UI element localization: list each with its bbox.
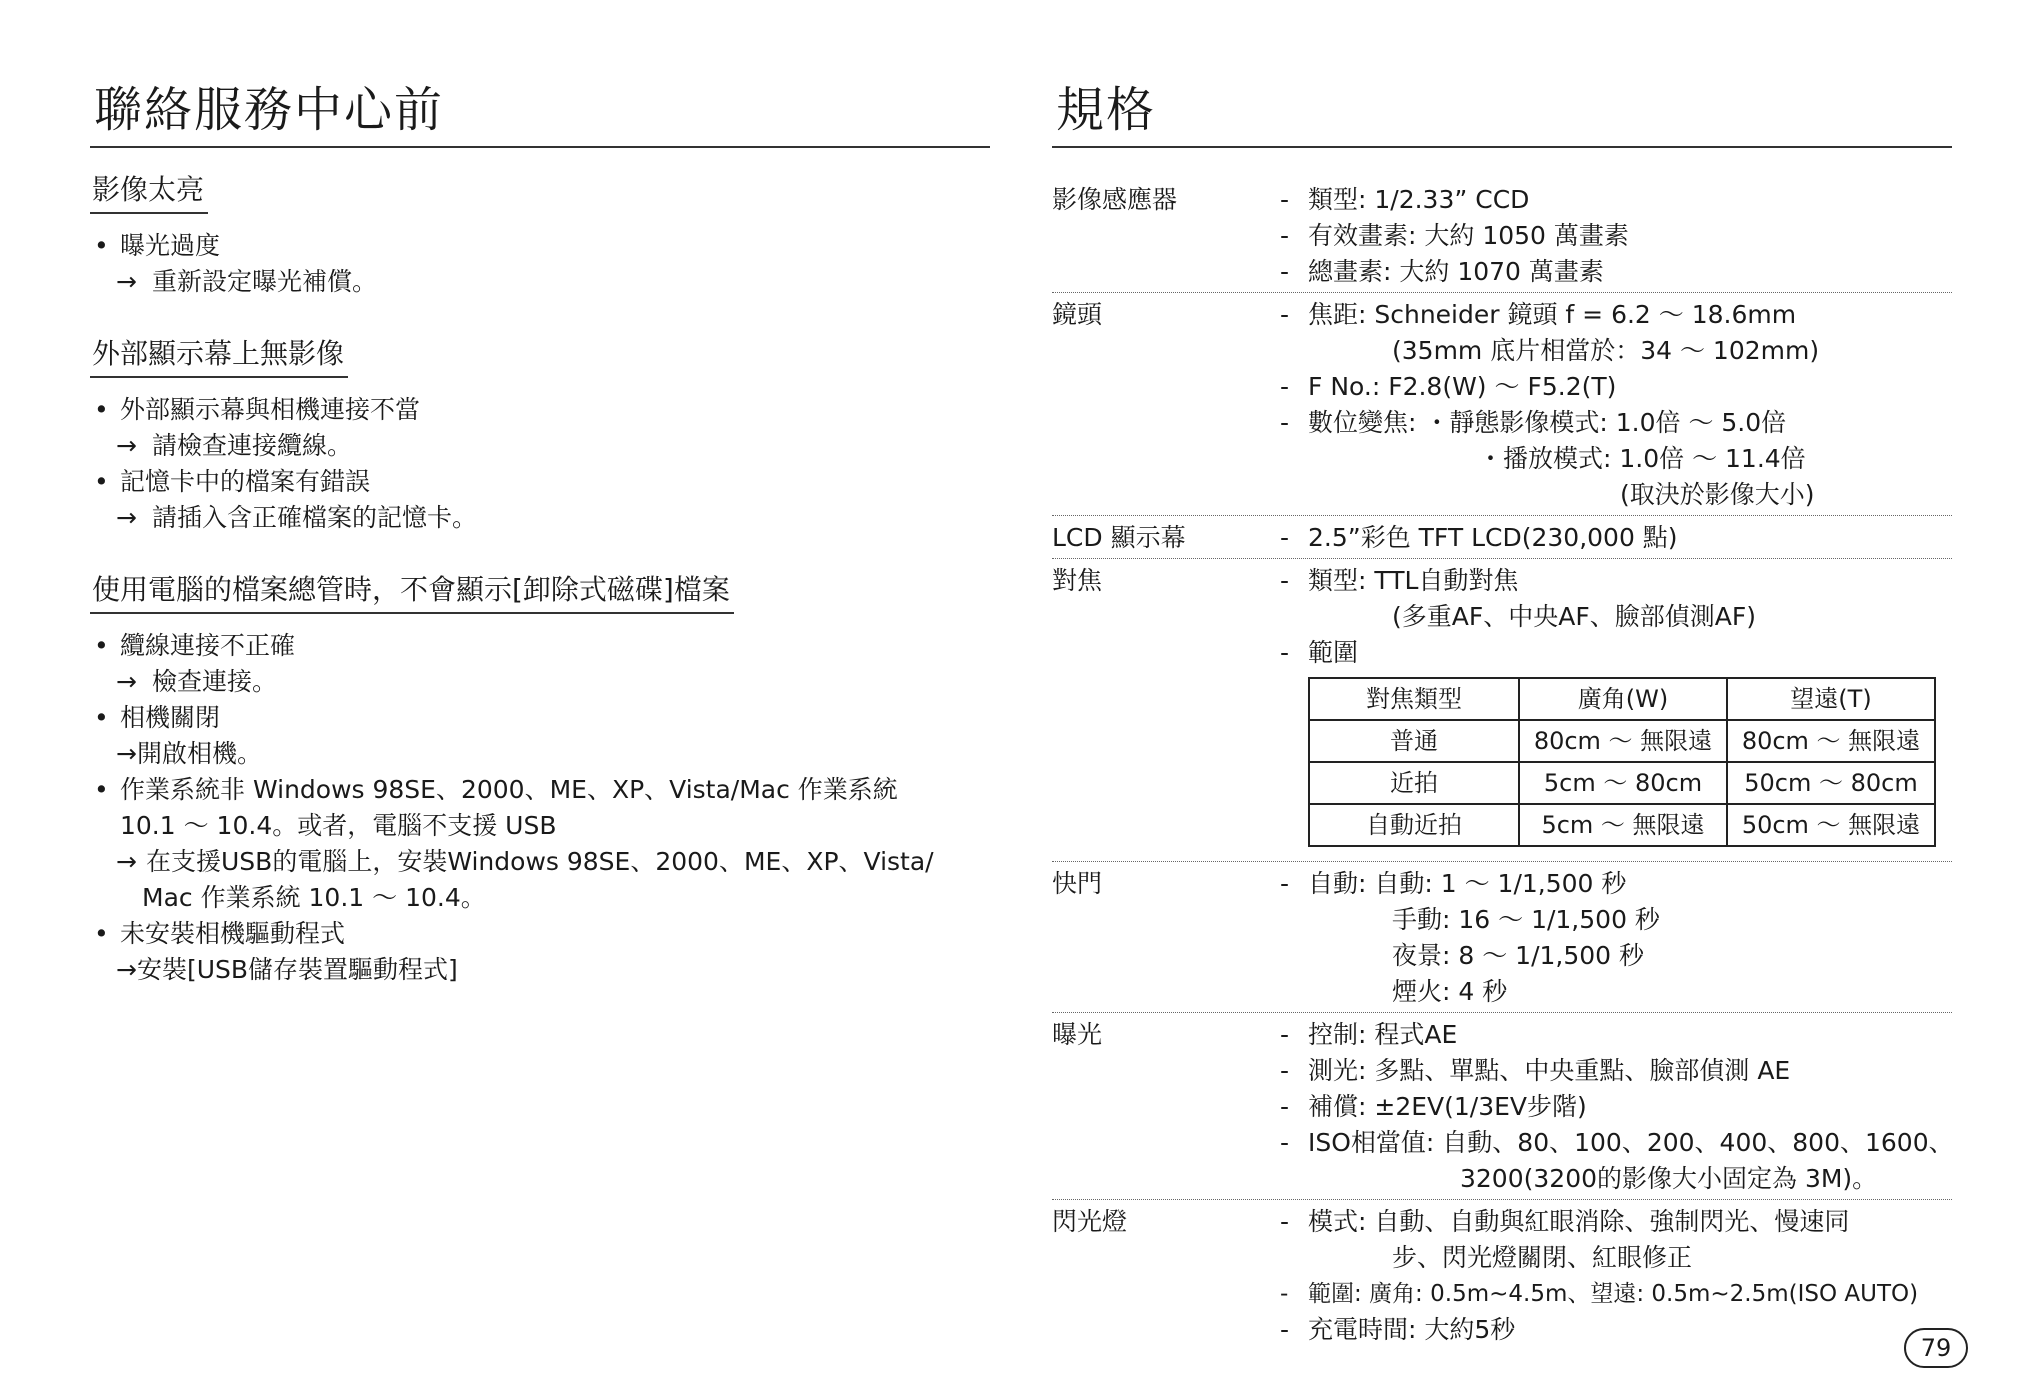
- spec-value: 2.5”彩色 TFT LCD(230,000 點): [1308, 523, 1678, 552]
- spec-row-focus: 對焦 - 類型: TTL自動對焦 (多重AF、中央AF、臉部偵測AF) - 範圍 對焦類型 廣角(W) 望遠(T) 普通 80cm ～ 無限遠 80cm ～ 無限遠 近拍 5cm ～ 80cm 50cm ～ 80cm 自動近拍 5cm ～ 無限遠 50cm ～ 無限遠: [1052, 559, 1952, 862]
- spec-value: 夜景: 8 ～ 1/1,500 秒: [1392, 941, 1645, 970]
- section-image-too-bright: [90, 170, 990, 300]
- spec-value: 手動: 16 ～ 1/1,500 秒: [1392, 905, 1660, 934]
- page-number: 79: [1904, 1328, 1968, 1368]
- spec-value: (取決於影像大小): [1620, 480, 1815, 509]
- troubleshooting-column: [90, 80, 990, 988]
- spec-row-lens: 鏡頭 - 焦距: Schneider 鏡頭 f = 6.2 ～ 18.6mm (35mm 底片相當於：34 ～ 102mm) - F No.: F2.8(W) ～ F5.2(T) - 數位變焦: ・靜態影像模式: 1.0倍 ～ 5.0倍 ・播放模式: 1.0倍 ～ 11.4倍 (取決於影像大小): [1052, 293, 1952, 516]
- table-header: 廣角(W): [1519, 678, 1727, 720]
- spec-label: 對焦: [1052, 566, 1103, 595]
- list-item: • 曝光過度: [94, 231, 221, 260]
- table-row: [1309, 720, 1935, 762]
- table-header-row: [1309, 678, 1935, 720]
- table-cell: 普通: [1309, 720, 1519, 762]
- spec-value: 煙火: 4 秒: [1392, 977, 1508, 1006]
- table-cell: 50cm ～ 80cm: [1727, 762, 1935, 804]
- table-cell: 自動近拍: [1309, 804, 1519, 846]
- table-header: 望遠(T): [1727, 678, 1935, 720]
- table-cell: 80cm ～ 無限遠: [1519, 720, 1727, 762]
- page-title-left: 聯絡服務中心前: [90, 80, 990, 148]
- list-item-continuation: 10.1 ～ 10.4。或者，電腦不支援 USB: [120, 811, 557, 840]
- solution-item: →安裝[USB儲存裝置驅動程式]: [116, 955, 458, 984]
- arrow-right-icon: →: [116, 503, 137, 532]
- spec-value: 控制: 程式AE: [1308, 1020, 1458, 1049]
- table-row: [1309, 804, 1935, 846]
- solution-item: → 請檢查連接纜線。: [90, 428, 990, 464]
- solution-item: →開啟相機。: [116, 739, 262, 768]
- list-item: • 相機關閉: [94, 703, 221, 732]
- table-header: 對焦類型: [1309, 678, 1519, 720]
- spec-value: 測光: 多點、單點、中央重點、臉部偵測 AE: [1308, 1056, 1791, 1085]
- arrow-right-icon: →: [116, 955, 137, 984]
- section-no-image-external: [90, 334, 990, 536]
- table-cell: 80cm ～ 無限遠: [1727, 720, 1935, 762]
- spec-row-flash: 閃光燈 - 模式: 自動、自動與紅眼消除、強制閃光、慢速同 步、閃光燈關閉、紅眼修正 - 範圍: 廣角: 0.5m~4.5m、望遠: 0.5m~2.5m(ISO AUTO) - 充電時間: 大約5秒: [1052, 1200, 1952, 1350]
- table-cell: 5cm ～ 80cm: [1519, 762, 1727, 804]
- spec-value: 3200(3200的影像大小固定為 3M)。: [1460, 1164, 1878, 1193]
- spec-value: 類型: 1/2.33” CCD: [1308, 185, 1530, 214]
- spec-value: 焦距: Schneider 鏡頭 f = 6.2 ～ 18.6mm: [1308, 300, 1797, 329]
- table-cell: 近拍: [1309, 762, 1519, 804]
- section-heading: 使用電腦的檔案總管時，不會顯示[卸除式磁碟]檔案: [90, 570, 734, 614]
- list-item: • 外部顯示幕與相機連接不當: [94, 395, 421, 424]
- spec-value: 總畫素: 大約 1070 萬畫素: [1308, 257, 1604, 286]
- list-item: • 作業系統非 Windows 98SE、2000、ME、XP、Vista/Mac 作業系統: [94, 775, 898, 804]
- spec-label: 曝光: [1052, 1020, 1103, 1049]
- spec-value: (多重AF、中央AF、臉部偵測AF): [1392, 602, 1756, 631]
- list-item: • 記憶卡中的檔案有錯誤: [94, 467, 371, 496]
- solution-continuation: Mac 作業系統 10.1 ～ 10.4。: [142, 883, 486, 912]
- spec-value: (35mm 底片相當於：34 ～ 102mm): [1392, 336, 1820, 365]
- spec-table: [1052, 178, 1952, 1350]
- spec-value: 有效畫素: 大約 1050 萬畫素: [1308, 221, 1629, 250]
- list-item: • 纜線連接不正確: [94, 631, 296, 660]
- spec-row-shutter: 快門 - 自動: 自動: 1 ～ 1/1,500 秒 手動: 16 ～ 1/1,500 秒 夜景: 8 ～ 1/1,500 秒 煙火: 4 秒: [1052, 862, 1952, 1013]
- spec-label: 影像感應器: [1052, 185, 1178, 214]
- solution-item: → 重新設定曝光補償。: [90, 264, 990, 300]
- page-title-right: 規格: [1052, 80, 1952, 148]
- table-cell: 5cm ～ 無限遠: [1519, 804, 1727, 846]
- solution-item: → 檢查連接。: [90, 664, 990, 700]
- arrow-right-icon: →: [116, 431, 137, 460]
- focus-range-table: [1308, 677, 1936, 847]
- section-heading: 影像太亮: [90, 170, 208, 214]
- spec-value: 範圍: [1308, 638, 1359, 667]
- list-item: • 未安裝相機驅動程式: [94, 919, 346, 948]
- solution-item: → 請插入含正確檔案的記憶卡。: [90, 500, 990, 536]
- spec-value: 類型: TTL自動對焦: [1308, 566, 1519, 595]
- arrow-right-icon: →: [116, 667, 137, 696]
- table-row: [1309, 762, 1935, 804]
- spec-value: 自動: 自動: 1 ～ 1/1,500 秒: [1308, 869, 1627, 898]
- arrow-right-icon: →: [116, 267, 137, 296]
- spec-value: 數位變焦: ・靜態影像模式: 1.0倍 ～ 5.0倍: [1308, 408, 1787, 437]
- spec-value: 步、閃光燈關閉、紅眼修正: [1392, 1243, 1693, 1272]
- section-heading: 外部顯示幕上無影像: [90, 334, 348, 378]
- spec-value: F No.: F2.8(W) ～ F5.2(T): [1308, 372, 1617, 401]
- spec-label: LCD 顯示幕: [1052, 523, 1186, 552]
- arrow-right-icon: →: [116, 739, 137, 768]
- solution-item: → 在支援USB的電腦上，安裝Windows 98SE、2000、ME、XP、Vista/: [90, 844, 990, 880]
- spec-value: ISO相當值: 自動、80、100、200、400、800、1600、: [1308, 1128, 1954, 1157]
- spec-value: 範圍: 廣角: 0.5m~4.5m、望遠: 0.5m~2.5m(ISO AUTO): [1308, 1281, 1919, 1307]
- spec-value: 充電時間: 大約5秒: [1308, 1315, 1516, 1344]
- specifications-column: [1052, 80, 1952, 1350]
- spec-value: 補償: ±2EV(1/3EV步階): [1308, 1092, 1587, 1121]
- section-removable-disk: [90, 570, 990, 988]
- spec-label: 快門: [1052, 869, 1103, 898]
- spec-label: 鏡頭: [1052, 300, 1103, 329]
- spec-value: 模式: 自動、自動與紅眼消除、強制閃光、慢速同: [1308, 1207, 1850, 1236]
- table-cell: 50cm ～ 無限遠: [1727, 804, 1935, 846]
- spec-value: ・播放模式: 1.0倍 ～ 11.4倍: [1478, 444, 1806, 473]
- spec-label: 閃光燈: [1052, 1207, 1128, 1236]
- spec-row-lcd: LCD 顯示幕 - 2.5”彩色 TFT LCD(230,000 點): [1052, 516, 1952, 559]
- spec-row-sensor: 影像感應器 - 類型: 1/2.33” CCD - 有效畫素: 大約 1050 萬畫素 - 總畫素: 大約 1070 萬畫素: [1052, 178, 1952, 293]
- spec-row-exposure: 曝光 - 控制: 程式AE - 測光: 多點、單點、中央重點、臉部偵測 AE - 補償: ±2EV(1/3EV步階) - ISO相當值: 自動、80、100、200、400、800、1600、 3200(3200的影像大小固定為 3M)。: [1052, 1013, 1952, 1200]
- arrow-right-icon: →: [116, 847, 137, 876]
